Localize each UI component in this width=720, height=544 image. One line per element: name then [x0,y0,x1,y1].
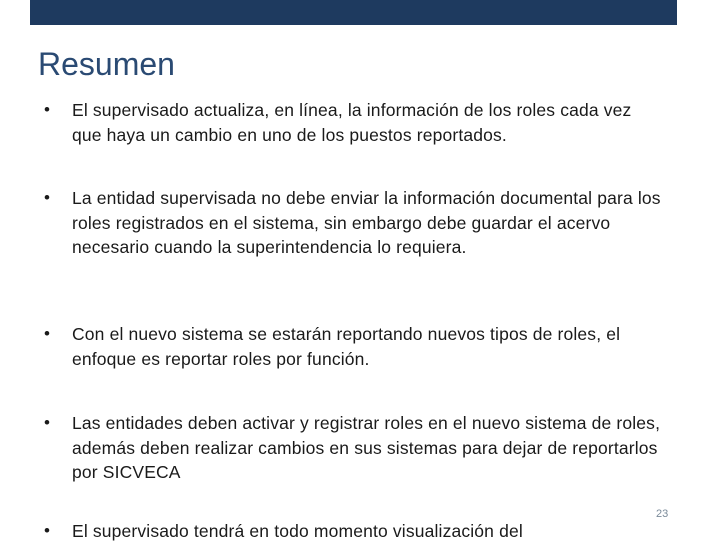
bullet-item [44,98,664,147]
bullet-item [44,322,664,371]
bullet-text: La entidad supervisada no debe enviar la información documental para los roles registrados en el sistema, sin embargo debe guardar el acervo necesario cuando la superintendencia lo requiera. [72,188,661,257]
bullet-icon: • [44,324,51,343]
bullet-text: El supervisado actualiza, en línea, la información de los roles cada vez que haya un cambio en uno de los puestos reportados. [72,100,632,145]
bullet-icon: • [44,521,51,540]
bullet-text: Las entidades deben activar y registrar roles en el nuevo sistema de roles, además deben realizar cambios en sus sistemas para dejar de reportarlos por SICVECA [72,413,661,482]
page-number: 23 [656,508,669,520]
bullet-text: Con el nuevo sistema se estarán reportando nuevos tipos de roles, el enfoque es reportar roles por función. [72,324,621,369]
bullet-icon: • [44,413,51,432]
bullet-item [44,186,664,260]
bullet-icon: • [44,100,51,119]
bullet-icon: • [44,188,51,207]
bullet-item [44,411,664,485]
slide-title: Resumen [38,46,175,82]
header-bar [30,0,677,25]
bullet-text: El supervisado tendrá en todo momento visualización del [72,521,523,541]
